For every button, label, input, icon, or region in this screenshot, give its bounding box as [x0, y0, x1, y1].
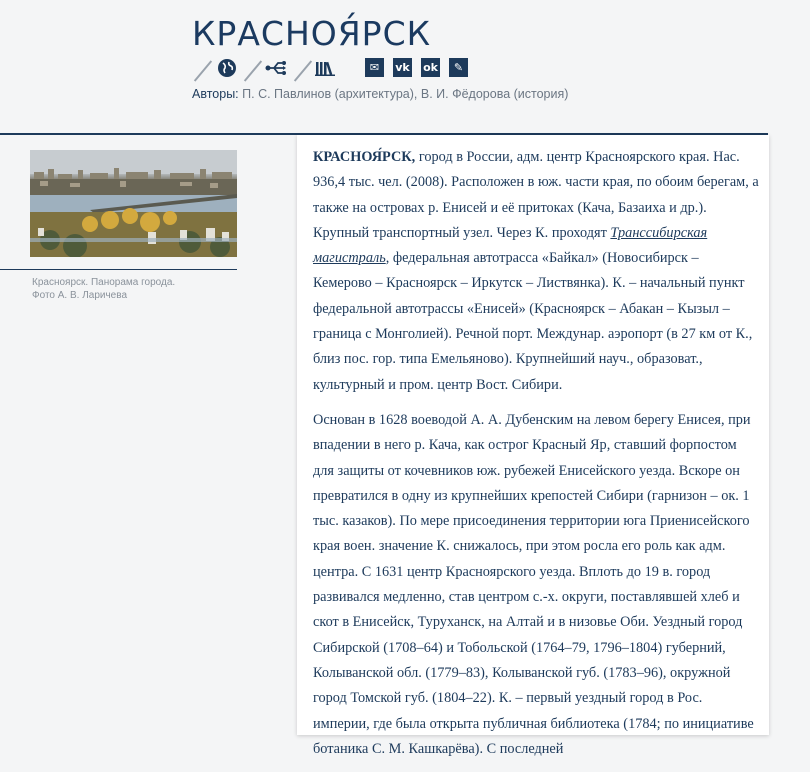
- paragraph-1-text: город в России, адм. центр Красноярского края. Нас. 936,4 тыс. чел. (2008). Расположен в юж. части края, по обоим берегам, а также на островах р. Енисей и её притоках (Кача, Базаиха и др.). Крупный транспортный узел. Через К. проходят: [313, 149, 759, 241]
- paragraph-2: Основан в 1628 воеводой А. А. Дубенским на левом берегу Енисея, при впадении в него р. Кача, как острог Красный Яр, ставший форпостом для защиты от кочевников юж. рубежей Енисейского уезда. Вскоре он превратился в одну из крупнейших крепостей Сибири (гарнизон – ок. 1 тыс. казаков). По мере присоединения территории юга Приенисейского края воен. значение К. снижалось, при этом росла его роль как адм. центра. С 1631 центр Красноярского уезда. Вплоть до 19 в. город развивался медленно, став центром с.-х. округи, поставлявшей хлеб и скот в Енисейск, Туруханск, на Алтай и в низовье Оби. Уездный город Сибирской (1708–64) и Тобольской (1764–79, 1796–1804) губерний, Колыванской обл. (1779–83), Колыванской губ. (1783–96), окружной город Томской губ. (1804–22). К. – первый уездный город в Рос. империи, где была открыта публичная библиотека (1784; по инициативе ботаника С. М. Кашкарёва). С последней: [313, 411, 754, 757]
- tool-icon-row: [192, 56, 492, 80]
- transsib-link[interactable]: Транссибирская магистраль: [313, 224, 708, 267]
- paragraph-1: [313, 145, 759, 398]
- authors-line: [192, 87, 568, 101]
- email-share-icon[interactable]: ✉: [365, 58, 384, 77]
- photo-caption: [32, 277, 232, 302]
- ok-share-icon[interactable]: ok: [421, 58, 440, 77]
- caption-divider: [0, 269, 237, 270]
- authors-names[interactable]: П. С. Павлинов (архитектура), В. И. Фёдорова (история): [242, 87, 569, 101]
- authors-label: Авторы:: [192, 87, 239, 101]
- article-body: [297, 135, 769, 757]
- divider: [294, 60, 312, 81]
- paragraph-1-text-cont: , федеральная автотрасса «Байкал» (Новосибирск – Кемерово – Красноярск – Иркутск – Листвянка). К. – начальный пункт федеральной автотрассы «Енисей» (Красноярск – Абакан – Кызыл – граница с Монголией). Речной порт. Междунар. аэропорт (в 27 км от К., близ пос. гор. типа Емельяново). Крупнейший науч., образоват., культурный и пром. центр Вост. Сибири.: [313, 250, 753, 393]
- vk-share-icon[interactable]: vk: [393, 58, 412, 77]
- page-title: КРАСНОЯ́РСК: [192, 14, 432, 53]
- article-term: КРАСНОЯ́РСК,: [313, 149, 416, 165]
- divider: [244, 60, 262, 81]
- share-network-icon[interactable]: [264, 56, 288, 80]
- photo-caption-credit: Фото А. В. Ларичева: [32, 289, 128, 301]
- divider: [194, 60, 212, 81]
- city-panorama-photo[interactable]: [30, 150, 237, 257]
- livejournal-share-icon[interactable]: ✎: [449, 58, 468, 77]
- photo-caption-title: Красноярск. Панорама города.: [32, 277, 176, 288]
- globe-icon[interactable]: [215, 56, 239, 80]
- books-icon[interactable]: [313, 56, 337, 80]
